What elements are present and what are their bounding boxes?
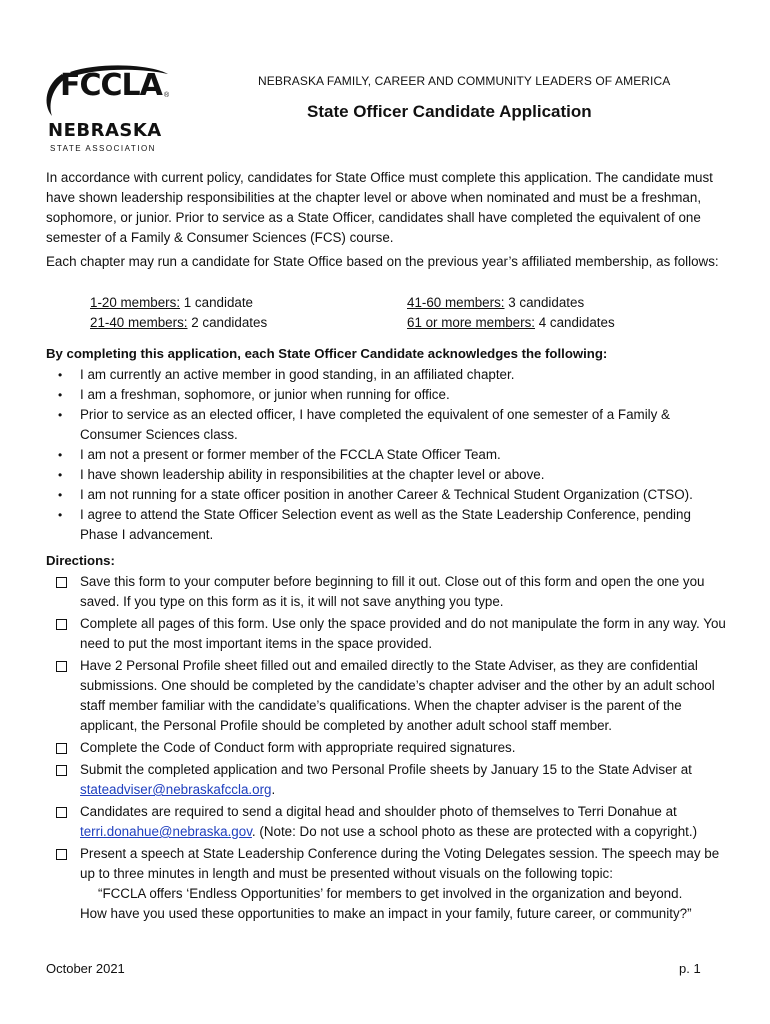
list-item-text: I am not running for a state officer position in another Career & Technical Student Organization (CTSO). — [80, 487, 693, 502]
membership-column-left — [90, 293, 267, 333]
terri-donahue-email-link[interactable]: terri.donahue@nebraska.gov — [80, 824, 252, 839]
list-item — [46, 465, 726, 485]
checkbox[interactable] — [56, 849, 67, 860]
acknowledgement-list — [46, 365, 726, 545]
bullet-icon: • — [58, 508, 63, 522]
membership-range: 41-60 members: — [407, 295, 505, 310]
bullet-icon: • — [58, 388, 63, 402]
direction-text-after: . — [271, 782, 276, 797]
bullet-icon: • — [58, 448, 63, 462]
direction-item — [46, 656, 726, 736]
list-item — [46, 445, 726, 465]
membership-count: 2 candidates — [187, 315, 268, 330]
direction-item — [46, 760, 726, 800]
membership-range: 1-20 members: — [90, 295, 181, 310]
membership-count: 4 candidates — [535, 315, 615, 330]
logo-wordmark: FCCLA — [60, 68, 162, 103]
list-item-text: I agree to attend the State Officer Selection event as well as the State Leadership Conference, pending Phase I advancement. — [80, 507, 691, 542]
list-item-text: I am a freshman, sophomore, or junior when running for office. — [80, 387, 450, 402]
state-adviser-email-link[interactable]: stateadviser@nebraskafccla.org — [80, 782, 272, 797]
list-item — [46, 365, 726, 385]
organization-header: NEBRASKA FAMILY, CAREER AND COMMUNITY LEADERS OF AMERICA — [258, 74, 671, 88]
logo-registered-mark: ® — [164, 92, 170, 99]
checkbox[interactable] — [56, 807, 67, 818]
logo-state-name: NEBRASKA — [48, 120, 162, 141]
checkbox[interactable] — [56, 577, 67, 588]
fccla-nebraska-logo — [40, 64, 180, 156]
direction-text: Save this form to your computer before beginning to fill it out. Close out of this form and open the one you saved. If you type on this form as it is, it will not save anything you type. — [80, 574, 705, 609]
checkbox[interactable] — [56, 743, 67, 754]
list-item — [46, 385, 726, 405]
direction-item — [46, 572, 726, 612]
membership-range: 21-40 members: — [90, 315, 188, 330]
direction-text: Have 2 Personal Profile sheet filled out and emailed directly to the State Adviser, as they are confidential submissions. One should be completed by the candidate’s chapter adviser and the other by an adult school staff member familiar with the candidate’s qualifications. When the chapter adviser is the parent of the applicant, the Personal Profile should be completed by another adult school staff member. — [80, 658, 715, 733]
checkbox[interactable] — [56, 661, 67, 672]
bullet-icon: • — [58, 488, 63, 502]
direction-item — [46, 614, 726, 654]
membership-column-right — [407, 293, 615, 333]
direction-text: Present a speech at State Leadership Conference during the Voting Delegates session. The speech may be up to three minutes in length and must be presented without visuals on the following topic: — [80, 846, 720, 881]
list-item — [46, 485, 726, 505]
intro-paragraph: In accordance with current policy, candidates for State Office must complete this application. The candidate must have shown leadership responsibilities at the chapter level or above when nominated and must be a freshman, sophomore, or junior. Prior to service as a State Officer, candidates shall have completed the equivalent of one semester of a Family & Consumer Sciences (FCS) course. — [46, 170, 713, 245]
footer-date: October 2021 — [46, 961, 125, 976]
membership-count: 1 candidate — [180, 295, 254, 310]
direction-text: Complete the Code of Conduct form with appropriate required signatures. — [80, 740, 516, 755]
speech-topic — [80, 884, 740, 924]
list-item — [46, 505, 726, 545]
list-item-text: I have shown leadership ability in responsibilities at the chapter level or above. — [80, 467, 545, 482]
list-item-text: Prior to service as an elected officer, I have completed the equivalent of one semester of a Family & Consumer Sciences class. — [80, 407, 670, 442]
speech-topic-line: “FCCLA offers ‘Endless Opportunities’ for members to get involved in the organization and beyond. — [98, 886, 683, 901]
membership-tier — [407, 313, 615, 333]
direction-text: Submit the completed application and two Personal Profile sheets by January 15 to the State Adviser at — [80, 762, 692, 777]
page-title: State Officer Candidate Application — [307, 102, 592, 121]
membership-tier — [90, 313, 267, 333]
list-item-text: I am currently an active member in good standing, in an affiliated chapter. — [80, 367, 515, 382]
direction-text-after: . (Note: Do not use a school photo as these are protected with a copyright.) — [251, 824, 698, 839]
direction-item — [46, 802, 726, 842]
list-item — [46, 405, 726, 445]
membership-tier — [407, 293, 615, 313]
acknowledgement-heading: By completing this application, each State Officer Candidate acknowledges the following: — [46, 346, 608, 361]
list-item-text: I am not a present or former member of the FCCLA State Officer Team. — [80, 447, 501, 462]
membership-tier — [90, 293, 267, 313]
logo-association: STATE ASSOCIATION — [50, 144, 156, 153]
checkbox[interactable] — [56, 765, 67, 776]
direction-item — [46, 738, 726, 758]
directions-list — [46, 572, 726, 886]
membership-range: 61 or more members: — [407, 315, 535, 330]
checkbox[interactable] — [56, 619, 67, 630]
bullet-icon: • — [58, 468, 63, 482]
direction-text: Candidates are required to send a digital head and shoulder photo of themselves to Terri Donahue at — [80, 804, 677, 819]
bullet-icon: • — [58, 368, 63, 382]
speech-topic-line: How have you used these opportunities to make an impact in your family, future career, or community?” — [80, 906, 692, 921]
bullet-icon: • — [58, 408, 63, 422]
direction-text: Complete all pages of this form. Use only the space provided and do not manipulate the form in any way. You need to put the most important items in the space provided. — [80, 616, 726, 651]
direction-item — [46, 844, 726, 884]
page-number: p. 1 — [679, 961, 701, 976]
membership-count: 3 candidates — [504, 295, 585, 310]
membership-paragraph: Each chapter may run a candidate for State Office based on the previous year’s affiliated membership, as follows: — [46, 254, 719, 269]
directions-heading: Directions: — [46, 553, 115, 568]
